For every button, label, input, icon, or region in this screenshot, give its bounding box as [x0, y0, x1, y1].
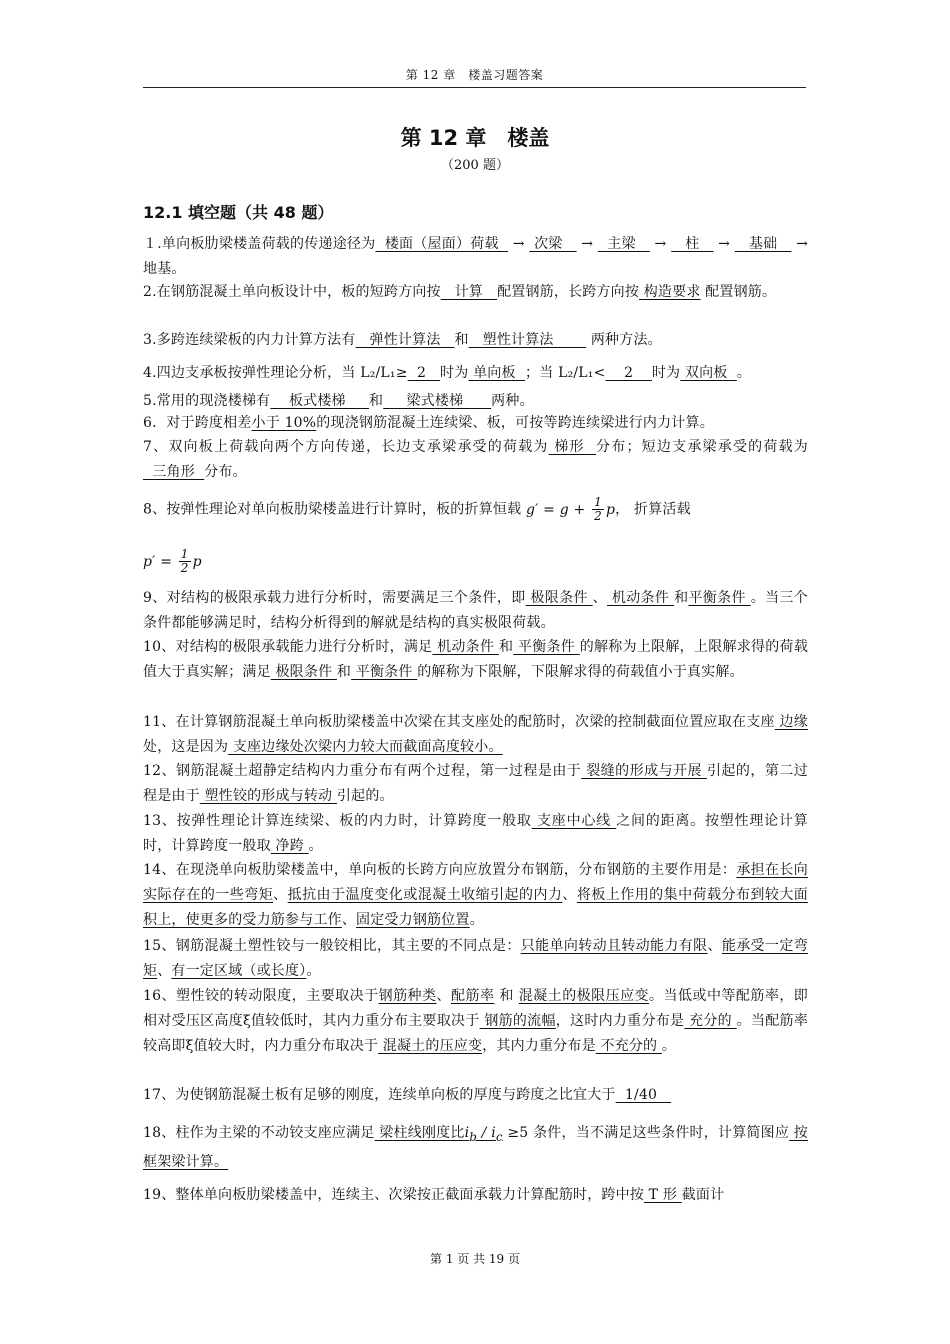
chapter-subtitle: （200 题）	[441, 158, 509, 173]
question-12: 12、钢筋混凝土超静定结构内力重分布有两个过程，第一过程是由于 裂缝的形成与开展 引起的，第二过程是由于 塑性铰的形成与转动 引起的。	[143, 763, 808, 804]
question-11: 11、在计算钢筋混凝土单向板肋梁楼盖中次梁在其支座处的配筋时，次梁的控制截面位置应取在支座 边缘 处，这是因为 支座边缘处次梁内力较大而截面高度较小。	[143, 714, 808, 755]
question-8-formula	[143, 548, 808, 575]
page-footer: 第 1 页 共 19 页	[430, 1252, 520, 1266]
question-16: 16、塑性铰的转动限度，主要取决于钢筋种类、配筋率 和 混凝土的极限压应变。当低或中等配筋率，即相对受压区高度ξ值较低时，其内力重分布主要取决于 钢筋的流幅，这时内力重分布是 充分的 。当配筋率较高即ξ值较大时，内力重分布取决于 混凝土的压应变，其内力重分布是 不充分的 。	[143, 988, 809, 1054]
question-9: 9、对结构的极限承载力进行分析时，需要满足三个条件，即 极限条件 、 机动条件 和平衡条件 。当三个条件都能够满足时，结构分析得到的解就是结构的真实极限荷载。	[143, 590, 808, 631]
question-13: 13、按弹性理论计算连续梁、板的内力时，计算跨度一般取 支座中心线 之间的距离。按塑性理论计算时，计算跨度一般取 净跨 。	[143, 813, 808, 854]
question-8: 8、按弹性理论对单向板肋梁楼盖进行计算时，板的折算恒载 g′ = g + $\frac{1}{2}$ p， 折算活载	[143, 495, 691, 523]
question-17: 17、为使钢筋混凝土板有足够的刚度，连续单向板的厚度与跨度之比宜大于 1/40	[143, 1087, 672, 1103]
question-3: 3.多跨连续梁板的内力计算方法有 弹性计算法 和 塑性计算法 两种方法。	[143, 332, 662, 348]
question-6: 6．对于跨度相差小于 10%的现浇钢筋混凝土连续梁、板，可按等跨连续梁进行内力计算。	[143, 415, 714, 431]
question-15: 15、钢筋混凝土塑性铰与一般铰相比，其主要的不同点是：只能单向转动且转动能力有限、能承受一定弯矩、有一定区域（或长度）。	[143, 938, 808, 979]
question-1: １.单向板肋梁楼盖荷载的传递途径为 楼面（屋面）荷载 → 次梁 → 主梁 → 柱 → 基础 → 地基。	[143, 236, 809, 277]
question-10: 10、对结构的极限承载能力进行分析时，满足 机动条件 和 平衡条件 的解称为上限解，上限解求得的荷载值大于真实解；满足 极限条件 和 平衡条件 的解称为下限解，下限解求得的荷载值小于真实解。	[143, 639, 809, 680]
question-5: 5.常用的现浇楼梯有 板式楼梯 和 梁式楼梯 两种。	[143, 393, 534, 409]
page-header: 第 12 章 楼盖习题答案	[143, 66, 806, 88]
question-14: 14、在现浇单向板肋梁楼盖中，单向板的长跨方向应放置分布钢筋，分布钢筋的主要作用是：承担在长向实际存在的一些弯矩、抵抗由于温度变化或混凝土收缩引起的内力、将板上作用的集中荷载分布到较大面积上，使更多的受力筋参与工作、固定受力钢筋位置。	[143, 862, 809, 928]
question-4: 4.四边支承板按弹性理论分析，当 L₂/L₁≥ 2 时为 单向板 ；当 L₂/L₁< 2 时为 双向板 。	[143, 365, 752, 381]
chapter-title: 第 12 章 楼盖	[400, 126, 550, 150]
question-19: 19、整体单向板肋梁楼盖中，连续主、次梁按正截面承载力计算配筋时，跨中按 T 形 截面计	[143, 1187, 725, 1203]
question-7: 7、双向板上荷载向两个方向传递，长边支承梁承受的荷载为 梯形 分布；短边支承梁承受的荷载为 三角形 分布。	[143, 439, 808, 480]
formula-live-load: p′ = $\frac{1}{2}$ p	[143, 547, 202, 575]
section-heading: 12.1 填空题（共 48 题）	[143, 203, 334, 222]
question-2: 2.在钢筋混凝土单向板设计中，板的短跨方向按 计算 配置钢筋，长跨方向按 构造要求 配置钢筋。	[143, 284, 777, 300]
question-18: 18、柱作为主梁的不动铰支座应满足 梁柱线刚度比$i_b / i_c \ge 5$ 条件，当不满足这些条件时，计算简图应 按框架梁计算。	[143, 1125, 808, 1170]
formula-dead-load: g′ = g + $\frac{1}{2}$ p	[525, 495, 616, 523]
